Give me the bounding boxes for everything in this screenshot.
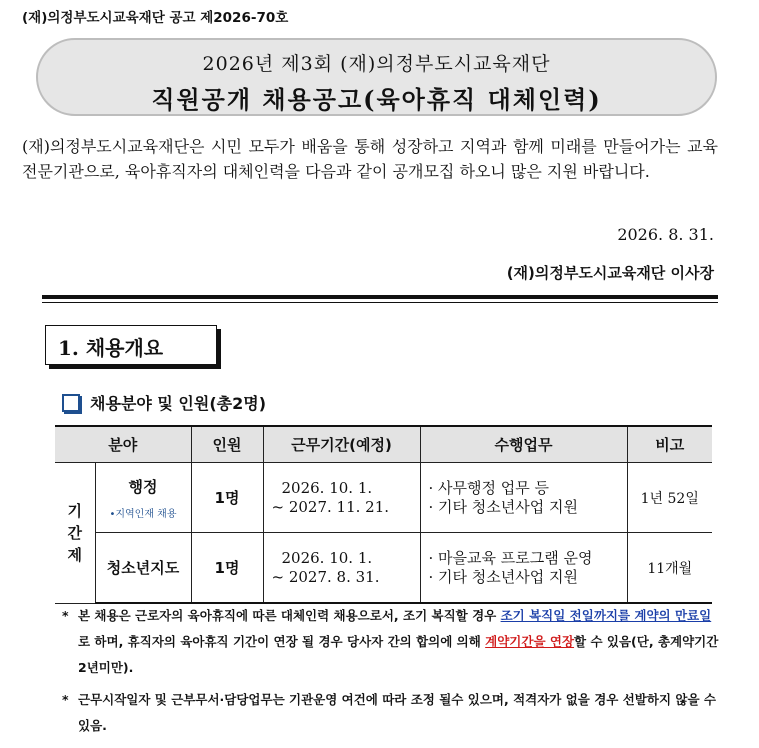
duty-item: · 기타 청소년사업 지원 (428, 567, 578, 586)
header-duties: 수행업무 (420, 426, 627, 463)
table-row (55, 533, 712, 604)
period-start: 2026. 10. 1. (281, 478, 373, 497)
section-title: 1. 채용개요 (58, 336, 164, 360)
note-text: 로 하며, 휴직자의 육아휴직 기간이 연장 될 경우 당사자 간의 합의에 의해 (78, 634, 486, 649)
note-highlight-red: 계약기간을 연장 (485, 634, 575, 649)
period-cell (263, 533, 420, 604)
notes (58, 603, 723, 739)
note-text: 본 채용은 근로자의 육아휴직에 따른 대체인력 채용으로서, 조기 복직할 경우 (78, 608, 501, 623)
category-label: 기 간 제 (67, 501, 82, 564)
note-item (58, 687, 723, 739)
duties-cell (420, 463, 627, 533)
note-item (58, 603, 723, 681)
duties-cell (420, 533, 627, 604)
title-line-2: 직원공개 채용공고(육아휴직 대체인력) (151, 85, 602, 114)
recruitment-table (55, 425, 712, 604)
header-count: 인원 (191, 426, 263, 463)
field-name: 행정 (128, 477, 158, 496)
divider-thin (42, 302, 718, 303)
intro-paragraph: (재)의정부도시교육재단은 시민 모두가 배움을 통해 성장하고 지역과 함께 미래를 만들어가는 교육 전문기관으로, 육아휴직자의 대체인력을 다음과 같이 공개모집 하오니 많은 지원 바랍니다. (22, 137, 718, 181)
title-banner (36, 38, 717, 116)
field-name: 청소년지도 (106, 559, 180, 577)
count-cell: 1명 (191, 533, 263, 604)
issuer: (재)의정부도시교육재단 이사장 (506, 264, 714, 282)
header-period: 근무기간(예정) (263, 426, 420, 463)
count-cell: 1명 (191, 463, 263, 533)
period-end: ~ 2027. 11. 21. (271, 497, 390, 516)
duty-item: · 사무행정 업무 등 (428, 478, 550, 497)
duty-item: · 기타 청소년사업 지원 (428, 497, 578, 516)
period-end: ~ 2027. 8. 31. (271, 567, 380, 586)
subsection-heading (62, 391, 266, 414)
table-row (55, 463, 712, 533)
divider-thick (42, 295, 718, 299)
duty-item: · 마을교육 프로그램 운영 (428, 548, 593, 567)
subsection-title: 채용분야 및 인원(총2명) (90, 394, 267, 413)
note-star: * (62, 692, 69, 707)
section-heading-box (45, 325, 217, 365)
note-star: * (62, 608, 69, 623)
note-text: 할 수 있음(단, 총계약기간 2년미만). (78, 634, 719, 675)
header-field: 분야 (55, 426, 191, 463)
remark-cell: 1년 52일 (627, 463, 712, 533)
title-line-1: 2026년 제3회 (재)의정부도시교육재단 (202, 53, 551, 75)
remark-cell: 11개월 (627, 533, 712, 604)
note-highlight-blue: 조기 복직일 전일까지를 계약의 만료일 (500, 608, 712, 623)
table-header-row (55, 426, 712, 463)
period-start: 2026. 10. 1. (281, 548, 373, 567)
field-cell (95, 533, 191, 604)
header-remark: 비고 (627, 426, 712, 463)
notice-number: (재)의정부도시교육재단 공고 제2026-70호 (22, 10, 289, 26)
period-cell (263, 463, 420, 533)
note-text: 근무시작일자 및 근부무서·담당업무는 기관운영 여건에 따라 조정 될수 있으며, 적격자가 없을 경우 선발하지 않을 수 있음. (78, 692, 716, 733)
field-note: •지역인재 채용 (109, 508, 177, 520)
checkbox-icon (62, 394, 80, 412)
notice-date: 2026. 8. 31. (617, 225, 714, 244)
category-cell (55, 463, 95, 604)
field-cell (95, 463, 191, 533)
